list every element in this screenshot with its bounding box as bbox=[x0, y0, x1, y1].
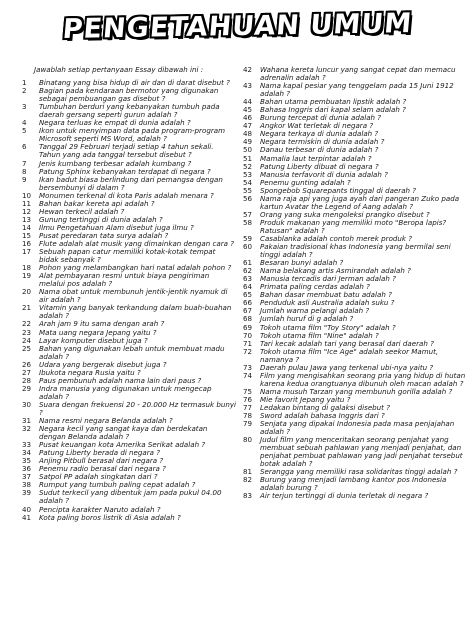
question-item bbox=[22, 514, 236, 522]
question-text: Spongebob Squarepants tinggal di daerah ? bbox=[260, 185, 417, 195]
question-number: 3 bbox=[22, 102, 27, 112]
question-text: Rumput yang tumbuh paling cepat adalah ? bbox=[39, 480, 196, 490]
question-number: 46 bbox=[243, 113, 253, 123]
question-text: Pusat keuangan kota Amerika Serikat adalah ? bbox=[39, 440, 206, 450]
question-number: 68 bbox=[243, 314, 253, 324]
question-text: Senjata yang dipakai Indonesia pada masa penjajahan adalah ? bbox=[260, 419, 455, 437]
question-number: 24 bbox=[22, 335, 32, 345]
question-text: Sword adalah bahasa Inggris dari ? bbox=[260, 411, 385, 421]
question-number: 47 bbox=[243, 121, 253, 131]
question-text: Binatang yang bisa hidup di air dan di darat disebut ? bbox=[39, 78, 230, 88]
question-number: 54 bbox=[243, 177, 253, 187]
question-text: Ikan badut biasa berlindung dari pemangsa dengan bersembunyi di dalam ? bbox=[39, 174, 223, 192]
question-text: Casablanka adalah contoh merek produk ? bbox=[260, 233, 413, 243]
question-number: 66 bbox=[243, 298, 253, 308]
question-text: Pusat peredaran tata surya adalah ? bbox=[39, 230, 169, 240]
question-number: 67 bbox=[243, 306, 253, 316]
question-number: 51 bbox=[243, 153, 253, 163]
question-item bbox=[243, 420, 469, 436]
question-text: Ledakan bintang di galaksi disebut ? bbox=[260, 402, 390, 412]
question-text: Bagian pada kendaraan bermotor yang digunakan sebagai pembuangan gas disebut ? bbox=[39, 86, 219, 104]
question-number: 28 bbox=[22, 375, 32, 385]
question-number: 56 bbox=[243, 193, 253, 203]
question-text: Tokoh utama film "Nine" adalah ? bbox=[260, 330, 379, 340]
question-number: 18 bbox=[22, 263, 32, 273]
question-text: Pencipta karakter Naruto adalah ? bbox=[39, 504, 161, 514]
page-title: PENGETAHUAN UMUM bbox=[60, 7, 414, 45]
question-text: Jumlah warna pelangi adalah ? bbox=[260, 306, 370, 316]
question-number: 62 bbox=[243, 266, 253, 276]
question-number: 19 bbox=[22, 271, 32, 281]
question-item bbox=[243, 436, 469, 468]
question-number: 11 bbox=[22, 198, 32, 208]
question-number: 81 bbox=[243, 467, 253, 477]
question-text: Kota paling boros listrik di Asia adalah ? bbox=[39, 512, 181, 522]
question-item bbox=[243, 66, 469, 82]
question-number: 37 bbox=[22, 472, 32, 482]
question-number: 63 bbox=[243, 274, 253, 284]
question-number: 41 bbox=[22, 512, 32, 522]
question-number: 83 bbox=[243, 491, 253, 501]
question-text: Vitamin yang banyak terkandung dalam buah-buahan adalah ? bbox=[39, 303, 232, 321]
question-text: Bahan bakar kereta api adalah ? bbox=[39, 198, 155, 208]
question-text: Suara dengan frekuensi 20 - 20.000 Hz termasuk bunyi ? bbox=[39, 399, 237, 417]
title-banner bbox=[0, 4, 474, 48]
question-text: Patung Sphinx kebanyakan terdapat di negara ? bbox=[39, 166, 211, 176]
question-text: Nama obat untuk membunuh jentik-jentik nyamuk di air adalah ? bbox=[39, 287, 228, 305]
question-number: 40 bbox=[22, 504, 32, 514]
question-number: 43 bbox=[243, 81, 253, 91]
question-item bbox=[22, 489, 236, 505]
question-number: 42 bbox=[243, 65, 253, 74]
question-number: 14 bbox=[22, 222, 32, 232]
question-text: Tokoh utama film "Ice Age" adalah seekor Mamut, namanya ? bbox=[260, 346, 439, 364]
question-number: 33 bbox=[22, 440, 32, 450]
question-text: Patung Liberty dibuat di negara ? bbox=[260, 161, 379, 171]
question-text: Mie favorit Jepang yaitu ? bbox=[260, 394, 351, 404]
question-item bbox=[243, 243, 469, 259]
question-number: 75 bbox=[243, 386, 253, 396]
question-item bbox=[243, 348, 469, 364]
question-text: Manusia terfavorit di dunia adalah ? bbox=[260, 169, 388, 179]
question-text: Gunung tertinggi di dunia adalah ? bbox=[39, 214, 163, 224]
question-item bbox=[22, 401, 236, 417]
question-number: 52 bbox=[243, 161, 253, 171]
question-text: Angkor Wat terletak di negara ? bbox=[260, 121, 374, 131]
question-number: 29 bbox=[22, 383, 32, 393]
question-text: Penemu radio berasal dari negara ? bbox=[39, 464, 166, 474]
question-text: Ilmu Pengetahuan Alam disebut juga ilmu ? bbox=[39, 222, 194, 232]
question-number: 27 bbox=[22, 367, 32, 377]
question-text: Primata paling cerdas adalah ? bbox=[260, 282, 370, 292]
question-number: 16 bbox=[22, 238, 32, 248]
question-item bbox=[243, 476, 469, 492]
question-number: 77 bbox=[243, 402, 253, 412]
question-text: Monumen terkenal di kota Paris adalah menara ? bbox=[39, 190, 214, 200]
question-number: 32 bbox=[22, 424, 32, 434]
question-text: Layar komputer disebut juga ? bbox=[39, 335, 148, 345]
question-item bbox=[243, 195, 469, 211]
question-item bbox=[22, 385, 236, 401]
question-text: Penemu gunting adalah ? bbox=[260, 177, 351, 187]
question-text: Bahasa Inggris dari kapal selam adalah ? bbox=[260, 105, 406, 115]
question-number: 34 bbox=[22, 448, 32, 458]
question-number: 20 bbox=[22, 287, 32, 297]
question-text: Burung yang menjadi lambang kantor pos Indonesia adalah burung ? bbox=[260, 475, 447, 493]
question-text: Sudut terkecil yang dibentuk jam pada pukul 04.00 adalah ? bbox=[39, 488, 222, 506]
question-number: 74 bbox=[243, 370, 253, 380]
question-text: Orang yang suka mengoleksi prangko disebut ? bbox=[260, 209, 430, 219]
question-text: Besaran bunyi adalah ? bbox=[260, 258, 344, 268]
question-text: Pohon yang melambangkan hari natal adalah pohon ? bbox=[39, 263, 232, 273]
question-column-left bbox=[22, 66, 236, 522]
question-item bbox=[243, 372, 469, 388]
question-text: Paus pembunuh adalah nama lain dari paus ? bbox=[39, 375, 202, 385]
question-item bbox=[22, 143, 236, 159]
question-text: Produk makanan yang memiliki moto "Beropa lapis? Ratusan" adalah ? bbox=[260, 217, 447, 235]
question-number: 38 bbox=[22, 480, 32, 490]
question-column-right bbox=[243, 66, 469, 501]
question-number: 64 bbox=[243, 282, 253, 292]
question-number: 79 bbox=[243, 419, 253, 429]
question-text: Mamalia laut terpintar adalah ? bbox=[260, 153, 372, 163]
question-number: 69 bbox=[243, 322, 253, 332]
question-item bbox=[243, 492, 469, 500]
question-text: Wahana kereta luncur yang sangat cepat dan memacu adrenalin adalah ? bbox=[260, 65, 456, 83]
question-number: 45 bbox=[243, 105, 253, 115]
question-text: Negara terkaya di dunia adalah ? bbox=[260, 129, 379, 139]
question-number: 49 bbox=[243, 137, 253, 147]
question-text: Nama belakang artis Asmirandah adalah ? bbox=[260, 266, 411, 276]
question-text: Tari kecak adalah tari yang berasal dari daerah ? bbox=[260, 338, 434, 348]
question-item bbox=[22, 425, 236, 441]
question-number: 58 bbox=[243, 217, 253, 227]
question-text: Ibukota negara Rusia yaitu ? bbox=[39, 367, 141, 377]
question-number: 44 bbox=[243, 97, 253, 107]
question-item bbox=[22, 103, 236, 119]
question-text: Alat pembayaran resmi untuk biaya pengiriman melalui pos adalah ? bbox=[39, 271, 210, 289]
question-number: 30 bbox=[22, 399, 32, 409]
question-number: 5 bbox=[22, 126, 27, 136]
question-item bbox=[22, 304, 236, 320]
question-text: Nama resmi negara Belanda adalah ? bbox=[39, 416, 173, 426]
question-item bbox=[22, 87, 236, 103]
question-item bbox=[22, 127, 236, 143]
question-text: Negara kecil yang sangat kaya dan berdekatan dengan Belanda adalah ? bbox=[39, 424, 208, 442]
question-text: Pakaian tradisional khas Indonesia yang bermilai seni tinggi adalah ? bbox=[260, 242, 451, 260]
question-item bbox=[243, 82, 469, 98]
question-text: Tanggal 29 Februari terjadi setiap 4 tahun sekali. Tahun yang ada tanggal tersebut disebut ? bbox=[39, 142, 214, 160]
question-text: Daerah pulau Jawa yang terkenal ubi-nya yaitu ? bbox=[260, 362, 434, 372]
question-text: Negara terluas ke empat di dunia adalah ? bbox=[39, 118, 191, 128]
question-number: 82 bbox=[243, 475, 253, 485]
question-text: Tumbuhan berduri yang kebanyakan tumbuh pada daerah gersang seperti gurun adalah ? bbox=[39, 102, 220, 120]
question-number: 76 bbox=[243, 394, 253, 404]
question-number: 22 bbox=[22, 319, 32, 329]
question-number: 60 bbox=[243, 242, 253, 252]
question-number: 48 bbox=[243, 129, 253, 139]
question-number: 8 bbox=[22, 166, 27, 176]
question-number: 55 bbox=[243, 185, 253, 195]
question-number: 17 bbox=[22, 247, 32, 257]
question-item bbox=[243, 219, 469, 235]
question-number: 80 bbox=[243, 435, 253, 445]
question-number: 23 bbox=[22, 327, 32, 337]
question-text: Arah jam 9 itu sama dengan arah ? bbox=[39, 319, 165, 329]
question-item bbox=[22, 248, 236, 264]
question-number: 6 bbox=[22, 142, 27, 152]
question-number: 13 bbox=[22, 214, 32, 224]
question-number: 70 bbox=[243, 330, 253, 340]
question-number: 36 bbox=[22, 464, 32, 474]
question-number: 35 bbox=[22, 456, 32, 466]
question-number: 57 bbox=[243, 209, 253, 219]
question-text: Judul film yang menceritakan seorang penjahat yang membuat sebuah pahlawan yang menjadi penjahat, dan penjahat pembuat pahlawan yang jadi penjahat tersebut botak adalah ? bbox=[260, 435, 463, 469]
question-text: Indra manusia yang digunakan untuk mengecap adalah ? bbox=[39, 383, 212, 401]
question-text: Anjing Pitbull berasal dari negara ? bbox=[39, 456, 164, 466]
question-text: Manusia tercadis dari Jerman adalah ? bbox=[260, 274, 396, 284]
question-text: Burung tercepat di dunia adalah ? bbox=[260, 113, 382, 123]
question-number: 12 bbox=[22, 206, 32, 216]
question-number: 21 bbox=[22, 303, 32, 313]
question-text: Satpol PP adalah singkatan dari ? bbox=[39, 472, 158, 482]
question-text: Bahan yang digunakan lebah untuk membuat madu adalah ? bbox=[39, 343, 225, 361]
question-text: Nama kapal pesiar yang tenggelam pada 15 Juni 1912 adalah ? bbox=[260, 81, 454, 99]
question-number: 61 bbox=[243, 258, 253, 268]
question-number: 9 bbox=[22, 174, 27, 184]
question-text: Flute adalah alat musik yang dimainkan dengan cara ? bbox=[39, 238, 235, 248]
question-text: Nama musuh Tarzan yang membunuh gorilla adalah ? bbox=[260, 386, 453, 396]
question-number: 71 bbox=[243, 338, 253, 348]
question-text: Patung Liberty berada di negara ? bbox=[39, 448, 161, 458]
question-number: 2 bbox=[22, 86, 27, 96]
question-number: 10 bbox=[22, 190, 32, 200]
question-item bbox=[22, 345, 236, 361]
question-number: 26 bbox=[22, 359, 32, 369]
question-text: Sebuah papan catur memiliki kotak-kotak tempat bidak sebanyak ? bbox=[39, 247, 216, 265]
question-number: 15 bbox=[22, 230, 32, 240]
question-text: Mata uang negara Jepang yaitu ? bbox=[39, 327, 157, 337]
question-number: 65 bbox=[243, 290, 253, 300]
question-text: Serangga yang memiliki rasa solidaritas tinggi adalah ? bbox=[260, 467, 458, 477]
instructions: Jawablah setiap pertanyaan Essay dibawah ini : bbox=[34, 65, 204, 74]
question-number: 59 bbox=[243, 233, 253, 243]
question-text: Penduduk asli Australia adalah suku ? bbox=[260, 298, 395, 308]
question-number: 31 bbox=[22, 416, 32, 426]
question-text: Jenis kumbang terbesar adalah kumbang ? bbox=[39, 158, 192, 168]
question-number: 25 bbox=[22, 343, 32, 353]
question-item bbox=[22, 176, 236, 192]
question-number: 72 bbox=[243, 346, 253, 356]
question-number: 39 bbox=[22, 488, 32, 498]
question-number: 1 bbox=[22, 78, 27, 88]
question-text: Hewan terkecil adalah ? bbox=[39, 206, 125, 216]
question-number: 50 bbox=[243, 145, 253, 155]
question-item bbox=[22, 288, 236, 304]
question-text: Bahan dasar membuat batu adalah ? bbox=[260, 290, 392, 300]
question-text: Danau terbesar di dunia adalah ? bbox=[260, 145, 379, 155]
question-text: Tokoh utama film "Toy Story" adalah ? bbox=[260, 322, 396, 332]
question-text: Jumlah huruf di g adalah ? bbox=[260, 314, 354, 324]
question-number: 4 bbox=[22, 118, 27, 128]
question-text: Ikon untuk menyimpan data pada program-program Microsoft seperti MS Word, adalah ? bbox=[39, 126, 225, 144]
question-number: 53 bbox=[243, 169, 253, 179]
question-text: Air terjun tertinggi di dunia terletak di negara ? bbox=[260, 491, 429, 501]
question-text: Negara termiskin di dunia adalah ? bbox=[260, 137, 385, 147]
question-text: Udara yang bergerak disebut juga ? bbox=[39, 359, 167, 369]
question-text: Film yang mengisahkan seorang pria yang hidup di hutan karena kedua orangtuanya dibunuh oleh macan adalah ? bbox=[260, 370, 466, 388]
question-number: 7 bbox=[22, 158, 27, 168]
question-text: Bahan utama pembuatan lipstik adalah ? bbox=[260, 97, 407, 107]
question-number: 78 bbox=[243, 411, 253, 421]
question-number: 73 bbox=[243, 362, 253, 372]
question-item bbox=[22, 272, 236, 288]
question-text: Nama raja api yang juga ayah dari pangeran Zuko pada kartun Avatar the Legend of Aang adalah ? bbox=[260, 193, 460, 211]
